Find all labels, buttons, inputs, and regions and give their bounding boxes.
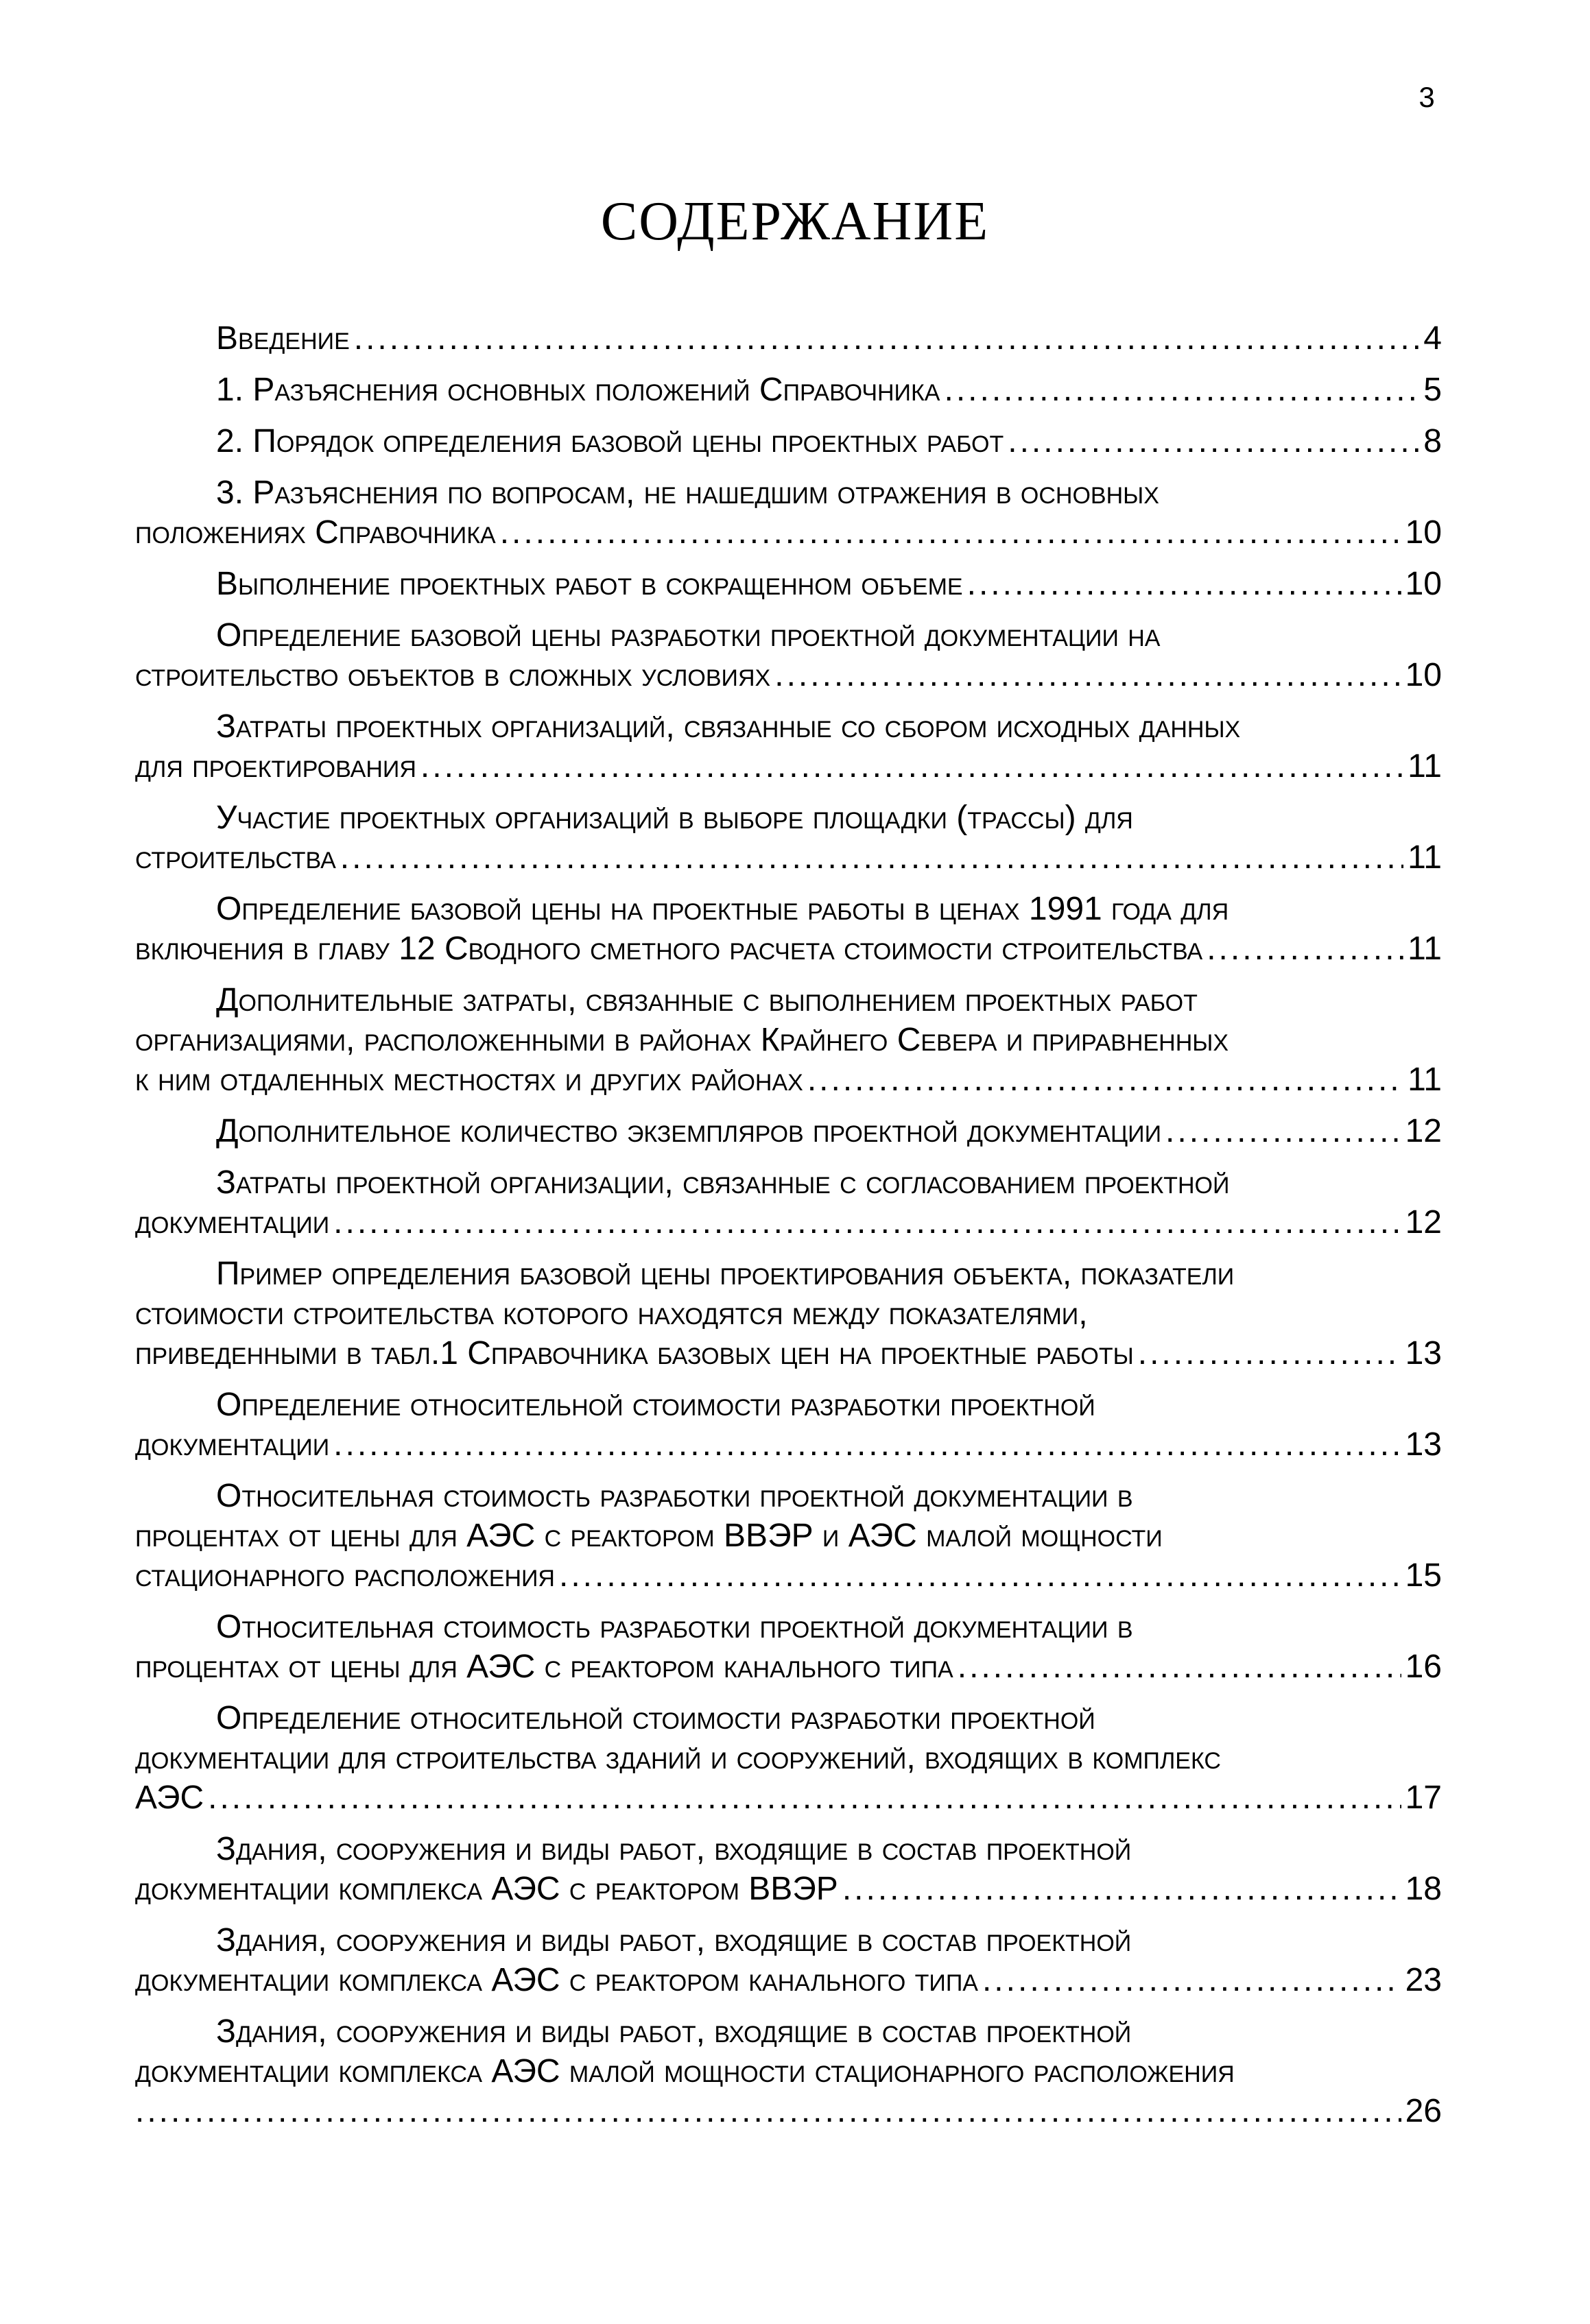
toc-entry-page-number: 11 bbox=[1408, 931, 1442, 967]
toc-entry-title: АЭС bbox=[135, 1780, 204, 1816]
toc-entry-page-number: 10 bbox=[1405, 657, 1442, 693]
dot-leader bbox=[967, 564, 1401, 604]
toc-entry-title: Выполнение проектных работ в сокращенном объеме bbox=[216, 566, 963, 602]
toc-entry-title: Дополнительное количество экземпляров проектной документации bbox=[216, 1113, 1162, 1149]
toc-entry-last-line bbox=[135, 929, 1442, 969]
toc-entry-last-line bbox=[135, 1334, 1442, 1374]
toc-entry bbox=[135, 370, 1442, 410]
dot-leader bbox=[1138, 1334, 1401, 1374]
toc-entry-title: включения в главу 12 Сводного сметного расчета стоимости строительства bbox=[135, 931, 1203, 967]
toc-entry-line: документации комплекса АЭС малой мощности стационарного расположения bbox=[135, 2053, 1235, 2089]
toc-entry-last-line bbox=[135, 319, 1442, 359]
toc-entry-title: документации комплекса АЭС с реактором канального типа bbox=[135, 1962, 978, 1998]
toc-entry bbox=[135, 1699, 1442, 1818]
toc-entry-title: Введение bbox=[216, 320, 350, 357]
toc-entry-page-number: 16 bbox=[1405, 1649, 1442, 1685]
toc-entry-title: приведенными в табл.1 Справочника базовых цен на проектные работы bbox=[135, 1335, 1134, 1371]
toc-entry-last-line bbox=[135, 1203, 1442, 1243]
toc-entry-page-number: 8 bbox=[1423, 423, 1442, 459]
toc-entry bbox=[135, 319, 1442, 359]
toc-entry-title: строительства bbox=[135, 839, 336, 876]
toc-entry-line: процентах от цены для АЭС с реактором ВВЭР и АЭС малой мощности bbox=[135, 1518, 1163, 1554]
toc-entry-page-number: 17 bbox=[1405, 1780, 1442, 1816]
toc-entry-title: документации комплекса АЭС с реактором ВВЭР bbox=[135, 1871, 838, 1907]
toc-entry-line: Пример определения базовой цены проектирования объекта, показатели bbox=[216, 1256, 1235, 1292]
toc-entry-line: Здания, сооружения и виды работ, входящие в состав проектной bbox=[216, 1922, 1132, 1958]
dot-leader bbox=[333, 1203, 1401, 1243]
toc-entry-last-line bbox=[135, 1112, 1442, 1151]
toc-entry-last-line bbox=[135, 747, 1442, 787]
toc-entry-line: организациями, расположенными в районах Крайнего Севера и приравненных bbox=[135, 1022, 1229, 1058]
toc-entry bbox=[135, 1385, 1442, 1465]
toc-entry bbox=[135, 1830, 1442, 1909]
toc-entry-title: к ним отдаленных местностях и других районах bbox=[135, 1062, 803, 1098]
toc-entry bbox=[135, 1607, 1442, 1687]
dot-leader bbox=[944, 370, 1419, 410]
dot-leader bbox=[1165, 1112, 1401, 1151]
dot-leader bbox=[500, 513, 1401, 553]
toc-entry-title: для проектирования bbox=[135, 748, 416, 784]
toc-entry-line: стоимости строительства которого находятся между показателями, bbox=[135, 1295, 1088, 1332]
toc-entry-title: строительство объектов в сложных условиях bbox=[135, 657, 771, 693]
toc-entry-page-number: 26 bbox=[1405, 2093, 1442, 2129]
toc-entry-line: Определение базовой цены на проектные работы в ценах 1991 года для bbox=[216, 891, 1229, 927]
dot-leader bbox=[420, 747, 1403, 787]
dot-leader bbox=[354, 319, 1420, 359]
dot-leader bbox=[559, 1556, 1401, 1596]
dot-leader bbox=[1008, 422, 1419, 462]
toc-entry-last-line bbox=[135, 1556, 1442, 1596]
toc-entry-line: Здания, сооружения и виды работ, входящие в состав проектной bbox=[216, 1831, 1132, 1867]
toc-entry bbox=[135, 473, 1442, 553]
dot-leader bbox=[208, 1778, 1401, 1818]
toc-entry-last-line bbox=[135, 370, 1442, 410]
dot-leader bbox=[842, 1869, 1401, 1909]
toc-entry-line: Определение базовой цены разработки проектной документации на bbox=[216, 617, 1161, 654]
toc-entry-page-number: 12 bbox=[1405, 1113, 1442, 1149]
toc-entry bbox=[135, 1254, 1442, 1374]
toc-entry-title: документации bbox=[135, 1204, 330, 1241]
toc-entry bbox=[135, 1112, 1442, 1151]
toc-entry-last-line bbox=[135, 1060, 1442, 1100]
toc-entry-last-line bbox=[135, 656, 1442, 695]
dot-leader bbox=[774, 656, 1401, 695]
toc-entry-page-number: 11 bbox=[1408, 1062, 1442, 1098]
toc-entry-page-number: 11 bbox=[1408, 839, 1442, 876]
toc-entry-page-number: 11 bbox=[1408, 748, 1442, 784]
toc-entry-line: документации для строительства зданий и сооружений, входящих в комплекс bbox=[135, 1740, 1221, 1776]
toc-entry-title: процентах от цены для АЭС с реактором канального типа bbox=[135, 1649, 953, 1685]
toc-entry bbox=[135, 707, 1442, 787]
toc-entry-page-number: 15 bbox=[1405, 1557, 1442, 1594]
toc-entry bbox=[135, 1163, 1442, 1243]
toc-entry-title: 1. Разъяснения основных положений Справочника bbox=[216, 372, 940, 408]
toc-entry-line: Затраты проектных организаций, связанные со сбором исходных данных bbox=[216, 708, 1241, 745]
toc-entry-page-number: 18 bbox=[1405, 1871, 1442, 1907]
dot-leader bbox=[807, 1060, 1403, 1100]
toc-entry-page-number: 13 bbox=[1405, 1335, 1442, 1371]
dot-leader bbox=[958, 1647, 1401, 1687]
page-title: СОДЕРЖАНИЕ bbox=[600, 191, 990, 252]
toc-entry bbox=[135, 1921, 1442, 2000]
toc-entry-line: Участие проектных организаций в выборе площадки (трассы) для bbox=[216, 800, 1133, 836]
toc-entry-page-number: 23 bbox=[1405, 1962, 1442, 1998]
toc-entry-last-line bbox=[135, 422, 1442, 462]
toc-entry-last-line bbox=[135, 1869, 1442, 1909]
toc-entry-line: Относительная стоимость разработки проектной документации в bbox=[216, 1609, 1133, 1645]
toc-entry-page-number: 5 bbox=[1423, 372, 1442, 408]
toc-entry bbox=[135, 1476, 1442, 1596]
toc-entry-last-line bbox=[135, 838, 1442, 878]
toc-entry-last-line bbox=[135, 2092, 1442, 2131]
toc-entry bbox=[135, 616, 1442, 695]
toc-entry bbox=[135, 981, 1442, 1100]
dot-leader bbox=[333, 1425, 1401, 1465]
toc-entry-title: 2. Порядок определения базовой цены проектных работ bbox=[216, 423, 1004, 459]
table-of-contents bbox=[135, 319, 1442, 2143]
toc-entry-line: 3. Разъяснения по вопросам, не нашедшим отражения в основных bbox=[216, 475, 1159, 511]
toc-entry-last-line bbox=[135, 1778, 1442, 1818]
toc-entry-line: Относительная стоимость разработки проектной документации в bbox=[216, 1478, 1133, 1514]
toc-entry-line: Дополнительные затраты, связанные с выполнением проектных работ bbox=[216, 982, 1198, 1018]
toc-entry-line: Определение относительной стоимости разработки проектной bbox=[216, 1387, 1095, 1423]
toc-entry-title: стационарного расположения bbox=[135, 1557, 555, 1594]
toc-entry-line: Затраты проектной организации, связанные с согласованием проектной bbox=[216, 1164, 1230, 1201]
toc-entry bbox=[135, 798, 1442, 878]
toc-entry-last-line bbox=[135, 513, 1442, 553]
page-number: 3 bbox=[1419, 81, 1435, 113]
toc-entry bbox=[135, 889, 1442, 969]
toc-entry-last-line bbox=[135, 1961, 1442, 2000]
toc-entry-page-number: 12 bbox=[1405, 1204, 1442, 1241]
toc-entry-last-line bbox=[135, 1647, 1442, 1687]
toc-entry-page-number: 13 bbox=[1405, 1426, 1442, 1463]
toc-entry-line: Здания, сооружения и виды работ, входящие в состав проектной bbox=[216, 2013, 1132, 2050]
toc-entry bbox=[135, 2012, 1442, 2131]
toc-entry-page-number: 4 bbox=[1423, 320, 1442, 357]
dot-leader bbox=[982, 1961, 1401, 2000]
dot-leader bbox=[135, 2092, 1401, 2131]
toc-entry-line: Определение относительной стоимости разработки проектной bbox=[216, 1700, 1095, 1736]
toc-entry-title: положениях Справочника bbox=[135, 514, 496, 551]
dot-leader bbox=[340, 838, 1403, 878]
toc-entry bbox=[135, 422, 1442, 462]
toc-entry-page-number: 10 bbox=[1405, 514, 1442, 551]
toc-entry-title: документации bbox=[135, 1426, 330, 1463]
toc-entry-last-line bbox=[135, 1425, 1442, 1465]
toc-entry bbox=[135, 564, 1442, 604]
toc-entry-last-line bbox=[135, 564, 1442, 604]
toc-entry-page-number: 10 bbox=[1405, 566, 1442, 602]
dot-leader bbox=[1207, 929, 1403, 969]
